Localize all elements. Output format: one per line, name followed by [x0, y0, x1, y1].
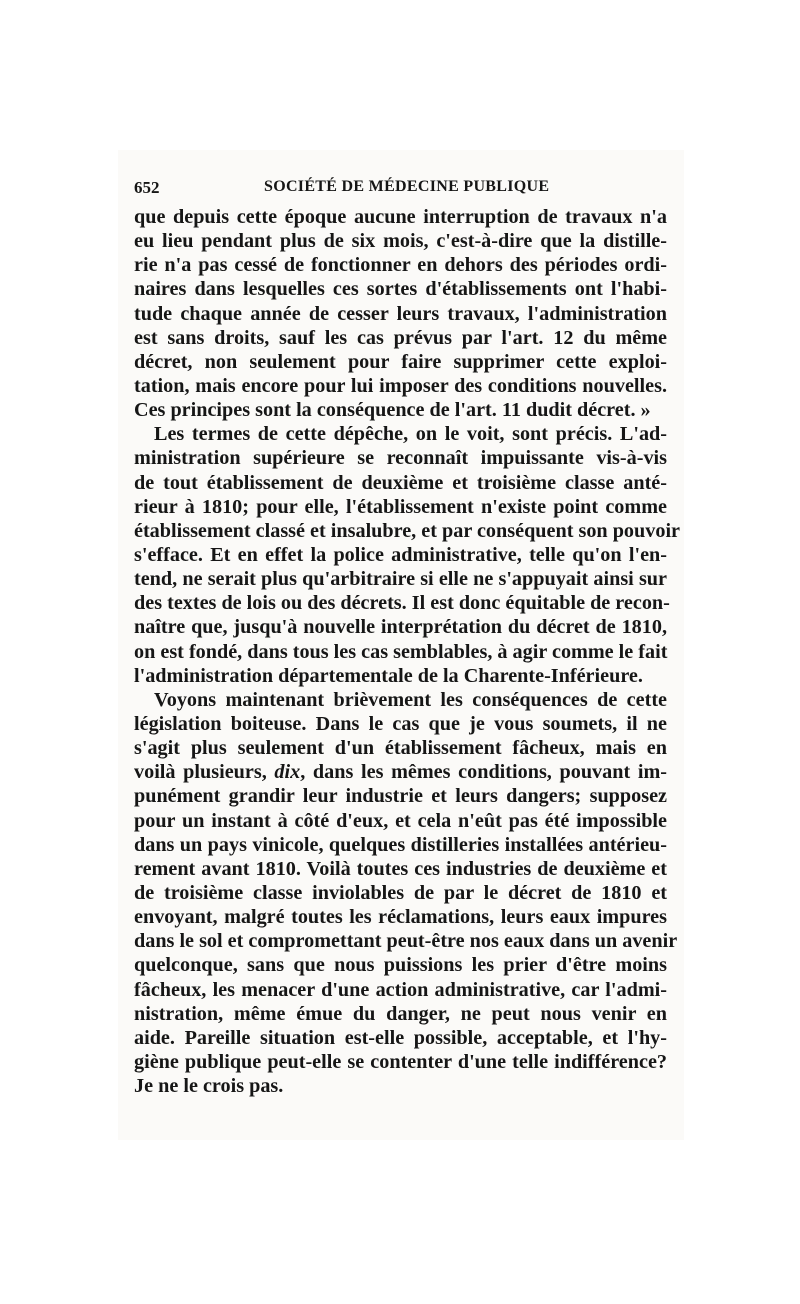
text-line: dans le sol et compromettant peut-être nos eaux dans un avenir: [134, 930, 678, 953]
text-line: tation, mais encore pour lui imposer des conditions nouvelles.: [134, 374, 667, 397]
text-line-with-emphasis: [134, 760, 667, 784]
text-line: dans un pays vinicole, quelques distilleries installées antérieu-: [134, 833, 667, 856]
text-line: Je ne le crois pas.: [134, 1075, 284, 1098]
text-line: législation boiteuse. Dans le cas que je vous soumets, il ne: [134, 712, 667, 735]
text-line: nistration, même émue du danger, ne peut nous venir en: [134, 1002, 667, 1025]
text-line: naître que, jusqu'à nouvelle interprétation du décret de 1810,: [134, 616, 667, 639]
running-title: SOCIÉTÉ DE MÉDECINE PUBLIQUE: [264, 178, 550, 195]
text-line: giène publique peut-elle se contenter d'une telle indifférence?: [134, 1050, 667, 1073]
running-head: [134, 178, 667, 200]
text-line: on est fondé, dans tous les cas semblables, à agir comme le fait: [134, 640, 668, 663]
paragraph-start-line: Voyons maintenant brièvement les conséquences de cette: [154, 688, 667, 711]
text-fragment: voilà plusieurs,: [134, 761, 275, 784]
text-line: s'agit plus seulement d'un établissement fâcheux, mais en: [134, 737, 667, 760]
text-fragment: , dans les mêmes conditions, pouvant im-: [300, 761, 668, 784]
text-line: de troisième classe inviolables de par le décret de 1810 et: [134, 881, 667, 904]
text-line: l'administration départementale de la Charente-Inférieure.: [134, 664, 643, 687]
text-line: est sans droits, sauf les cas prévus par l'art. 12 du même: [134, 326, 667, 349]
paragraph-start-line: Les termes de cette dépêche, on le voit, sont précis. L'ad-: [154, 423, 667, 446]
text-line: Ces principes sont la conséquence de l'art. 11 dudit décret. »: [134, 399, 651, 422]
text-line: décret, non seulement pour faire supprimer cette exploi-: [134, 350, 667, 373]
text-line: que depuis cette époque aucune interruption de travaux n'a: [134, 206, 667, 228]
text-line: rement avant 1810. Voilà toutes ces industries de deuxième et: [134, 857, 667, 880]
text-line: rieur à 1810; pour elle, l'établissement n'existe point comme: [134, 495, 667, 518]
text-line: tude chaque année de cesser leurs travaux, l'administration: [134, 302, 667, 325]
text-line: pour un instant à côté d'eux, et cela n'eût pas été impossible: [134, 809, 667, 832]
text-line: envoyant, malgré toutes les réclamations, leurs eaux impures: [134, 906, 667, 929]
text-line: s'efface. Et en effet la police administrative, telle qu'on l'en-: [134, 543, 667, 566]
text-line: punément grandir leur industrie et leurs dangers; supposez: [134, 785, 667, 808]
text-line: aide. Pareille situation est-elle possible, acceptable, et l'hy-: [134, 1026, 667, 1049]
text-line: des textes de lois ou des décrets. Il est donc équitable de recon-: [134, 592, 670, 615]
body-text: [134, 205, 681, 1098]
page-number: 652: [134, 178, 160, 197]
text-line: ministration supérieure se reconnaît impuissante vis-à-vis: [134, 447, 667, 470]
text-line: quelconque, sans que nous puissions les prier d'être moins: [134, 954, 667, 977]
text-line: établissement classé et insalubre, et par conséquent son pouvoir: [134, 519, 681, 542]
text-line: eu lieu pendant plus de six mois, c'est-à-dire que la distille-: [134, 230, 667, 253]
text-line: fâcheux, les menacer d'une action administrative, car l'admi-: [134, 978, 667, 1001]
emphasis-word: dix: [274, 761, 301, 784]
text-line: rie n'a pas cessé de fonctionner en dehors des périodes ordi-: [134, 254, 667, 277]
text-line: naires dans lesquelles ces sortes d'établissements ont l'habi-: [134, 278, 667, 301]
text-line: tend, ne serait plus qu'arbitraire si elle ne s'appuyait ainsi sur: [134, 568, 667, 591]
text-line: de tout établissement de deuxième et troisième classe anté-: [134, 471, 667, 494]
